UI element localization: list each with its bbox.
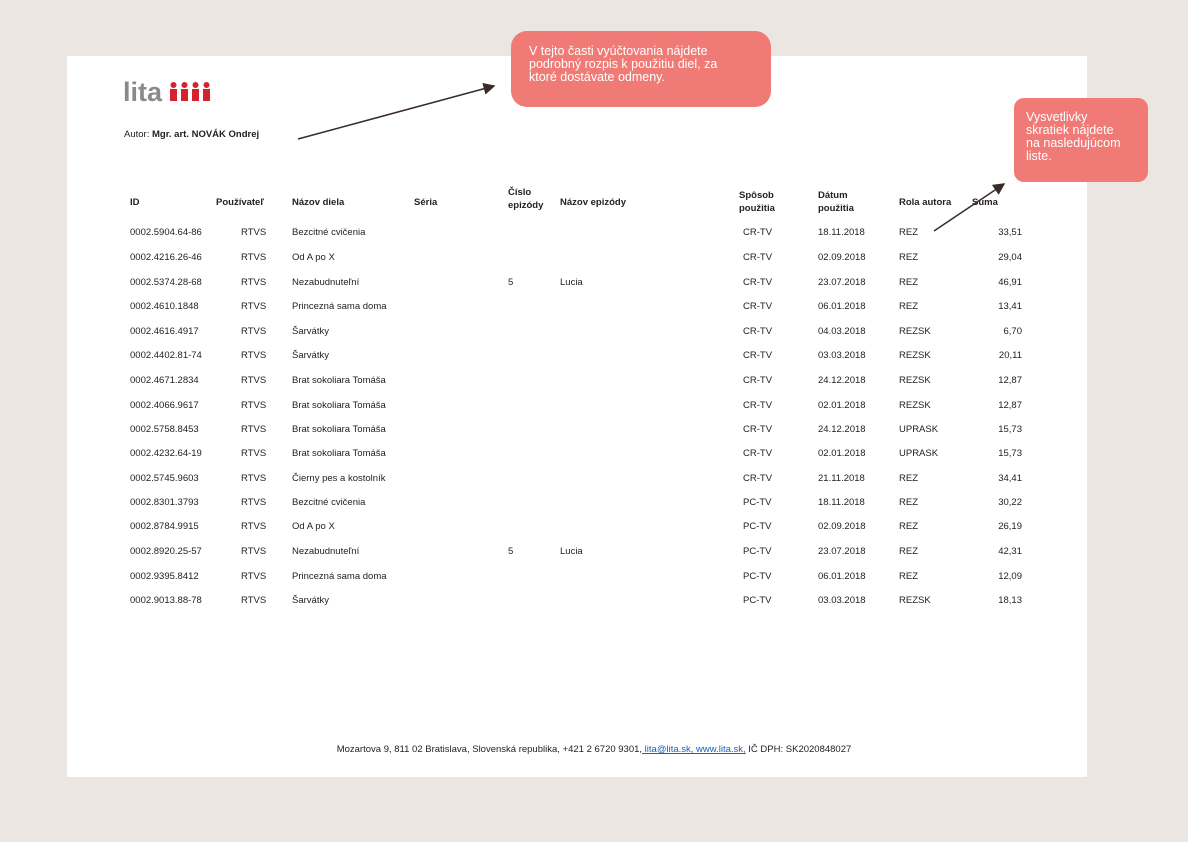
lita-logo-text: lita (123, 77, 163, 106)
cell-usage: CR-TV (743, 326, 773, 337)
cell-usage: PC-TV (743, 521, 772, 532)
cell-role: REZ (899, 277, 918, 288)
cell-role: REZ (899, 571, 918, 582)
cell-user: RTVS (241, 546, 267, 557)
cell-id: 0002.4232.64-19 (130, 448, 202, 459)
cell-name: Brat sokoliara Tomáša (292, 448, 386, 459)
cell-name: Nezabudnuteľní (292, 546, 360, 557)
callout-breakdown-line3: ktoré dostávate odmeny. (529, 70, 665, 84)
cell-user: RTVS (241, 571, 267, 582)
cell-sum: 26,19 (998, 521, 1022, 532)
header-episode-no-line2: epizódy (508, 200, 544, 211)
cell-name: Princezná sama doma (292, 301, 387, 312)
cell-id: 0002.4066.9617 (130, 400, 199, 411)
arrow-to-breakdown (298, 86, 494, 139)
cell-date: 02.09.2018 (818, 252, 866, 263)
cell-id: 0002.5758.8453 (130, 424, 199, 435)
cell-name: Šarvátky (292, 595, 329, 606)
cell-sum: 33,51 (998, 227, 1022, 238)
callout-abbreviations-line1: Vysvetlivky (1026, 110, 1088, 124)
cell-sum: 29,04 (998, 252, 1022, 263)
cell-episode-no: 5 (508, 277, 514, 288)
cell-user: RTVS (241, 400, 267, 411)
cell-user: RTVS (241, 595, 267, 606)
cell-name: Brat sokoliara Tomáša (292, 400, 386, 411)
cell-role: UPRASK (899, 448, 939, 459)
cell-id: 0002.5745.9603 (130, 473, 199, 484)
author-name: Mgr. art. NOVÁK Ondrej (152, 129, 260, 140)
cell-id: 0002.5904.64-86 (130, 227, 202, 238)
author-label: Autor: (124, 129, 150, 140)
cell-usage: CR-TV (743, 252, 773, 263)
cell-id: 0002.8784.9915 (130, 521, 199, 532)
cell-name: Od A po X (292, 521, 335, 532)
cell-role: REZSK (899, 350, 931, 361)
callout-abbreviations-line2: skratiek nájdete (1026, 123, 1114, 137)
cell-date: 06.01.2018 (818, 301, 866, 312)
callout-breakdown-line1: V tejto časti vyúčtovania nájdete (529, 44, 708, 58)
footer-tax-id: IČ DPH: SK2020848027 (745, 744, 852, 755)
cell-user: RTVS (241, 227, 267, 238)
cell-sum: 12,87 (998, 400, 1022, 411)
cell-role: REZ (899, 473, 918, 484)
cell-user: RTVS (241, 521, 267, 532)
cell-usage: PC-TV (743, 571, 772, 582)
cell-role: REZ (899, 521, 918, 532)
cell-name: Šarvátky (292, 350, 329, 361)
cell-date: 03.03.2018 (818, 350, 866, 361)
cell-sum: 15,73 (998, 448, 1022, 459)
header-episode-name: Názov epizódy (560, 197, 626, 208)
cell-id: 0002.5374.28-68 (130, 277, 202, 288)
cell-name: Od A po X (292, 252, 335, 263)
cell-id: 0002.4610.1848 (130, 301, 199, 312)
arrow-to-abbreviations (934, 184, 1004, 231)
cell-id: 0002.4216.26-46 (130, 252, 202, 263)
header-date-line1: Dátum (818, 190, 848, 201)
callout-abbreviations-line3: na nasledujúcom (1026, 136, 1121, 150)
cell-usage: CR-TV (743, 375, 773, 386)
cell-usage: CR-TV (743, 448, 773, 459)
cell-user: RTVS (241, 497, 267, 508)
cell-id: 0002.9395.8412 (130, 571, 199, 582)
cell-name: Šarvátky (292, 326, 329, 337)
cell-episode-name: Lucia (560, 546, 583, 557)
cell-date: 06.01.2018 (818, 571, 866, 582)
cell-role: REZSK (899, 400, 931, 411)
cell-id: 0002.8920.25-57 (130, 546, 202, 557)
cell-role: REZ (899, 546, 918, 557)
cell-user: RTVS (241, 375, 267, 386)
cell-sum: 12,09 (998, 571, 1022, 582)
cell-sum: 18,13 (998, 595, 1022, 606)
header-id: ID (130, 197, 140, 208)
footer-links[interactable]: lita@lita.sk, www.lita.sk, (642, 744, 746, 755)
header-date-line2: použitia (818, 203, 854, 214)
cell-sum: 12,87 (998, 375, 1022, 386)
cell-user: RTVS (241, 252, 267, 263)
cell-id: 0002.9013.88-78 (130, 595, 202, 606)
header-series: Séria (414, 197, 438, 208)
header-usage-line1: Spôsob (739, 190, 774, 201)
cell-id: 0002.4671.2834 (130, 375, 199, 386)
cell-name: Princezná sama doma (292, 571, 387, 582)
cell-usage: PC-TV (743, 546, 772, 557)
footer-address: Mozartova 9, 811 02 Bratislava, Slovenská republika, +421 2 6720 9301, (336, 744, 643, 755)
cell-usage: CR-TV (743, 400, 773, 411)
cell-role: REZ (899, 497, 918, 508)
header-user: Používateľ (216, 197, 265, 208)
cell-sum: 30,22 (998, 497, 1022, 508)
cell-date: 04.03.2018 (818, 326, 866, 337)
cell-usage: CR-TV (743, 350, 773, 361)
callout-breakdown-line2: podrobný rozpis k použitiu diel, za (529, 57, 718, 71)
cell-user: RTVS (241, 277, 267, 288)
cell-name: Bezcitné cvičenia (292, 227, 366, 238)
cell-date: 24.12.2018 (818, 424, 866, 435)
cell-role: UPRASK (899, 424, 939, 435)
cell-date: 03.03.2018 (818, 595, 866, 606)
cell-date: 21.11.2018 (818, 473, 865, 484)
cell-date: 02.01.2018 (818, 400, 866, 411)
cell-user: RTVS (241, 326, 267, 337)
cell-sum: 34,41 (998, 473, 1022, 484)
cell-usage: CR-TV (743, 301, 773, 312)
cell-name: Nezabudnuteľní (292, 277, 360, 288)
cell-name: Čierny pes a kostolník (292, 473, 386, 484)
cell-usage: CR-TV (743, 227, 773, 238)
cell-date: 23.07.2018 (818, 277, 866, 288)
cell-role: REZSK (899, 326, 931, 337)
cell-name: Brat sokoliara Tomáša (292, 424, 386, 435)
cell-usage: PC-TV (743, 497, 772, 508)
cell-name: Brat sokoliara Tomáša (292, 375, 386, 386)
cell-sum: 20,11 (998, 350, 1022, 361)
cell-sum: 15,73 (998, 424, 1022, 435)
callout-abbreviations-line4: liste. (1026, 149, 1052, 163)
cell-date: 18.11.2018 (818, 497, 865, 508)
header-usage-line2: použitia (739, 203, 775, 214)
cell-date: 23.07.2018 (818, 546, 866, 557)
header-name: Názov diela (292, 197, 345, 208)
cell-role: REZ (899, 301, 918, 312)
cell-date: 02.09.2018 (818, 521, 866, 532)
cell-episode-no: 5 (508, 546, 514, 557)
cell-user: RTVS (241, 448, 267, 459)
cell-name: Bezcitné cvičenia (292, 497, 366, 508)
cell-user: RTVS (241, 301, 267, 312)
cell-sum: 46,91 (998, 277, 1022, 288)
cell-id: 0002.4616.4917 (130, 326, 199, 337)
cell-usage: CR-TV (743, 277, 773, 288)
cell-usage: CR-TV (743, 424, 773, 435)
cell-sum: 6,70 (1003, 326, 1022, 337)
cell-sum: 42,31 (998, 546, 1022, 557)
cell-user: RTVS (241, 424, 267, 435)
cell-id: 0002.4402.81-74 (130, 350, 202, 361)
header-role: Rola autora (899, 197, 952, 208)
cell-date: 24.12.2018 (818, 375, 866, 386)
cell-usage: CR-TV (743, 473, 773, 484)
cell-user: RTVS (241, 350, 267, 361)
cell-role: REZ (899, 252, 918, 263)
cell-episode-name: Lucia (560, 277, 583, 288)
cell-user: RTVS (241, 473, 267, 484)
cell-sum: 13,41 (998, 301, 1022, 312)
cell-role: REZ (899, 227, 918, 238)
cell-role: REZSK (899, 595, 931, 606)
cell-date: 02.01.2018 (818, 448, 866, 459)
cell-date: 18.11.2018 (818, 227, 865, 238)
cell-role: REZSK (899, 375, 931, 386)
header-sum: Suma (972, 197, 998, 208)
cell-usage: PC-TV (743, 595, 772, 606)
cell-id: 0002.8301.3793 (130, 497, 199, 508)
header-episode-no-line1: Číslo (508, 187, 532, 198)
